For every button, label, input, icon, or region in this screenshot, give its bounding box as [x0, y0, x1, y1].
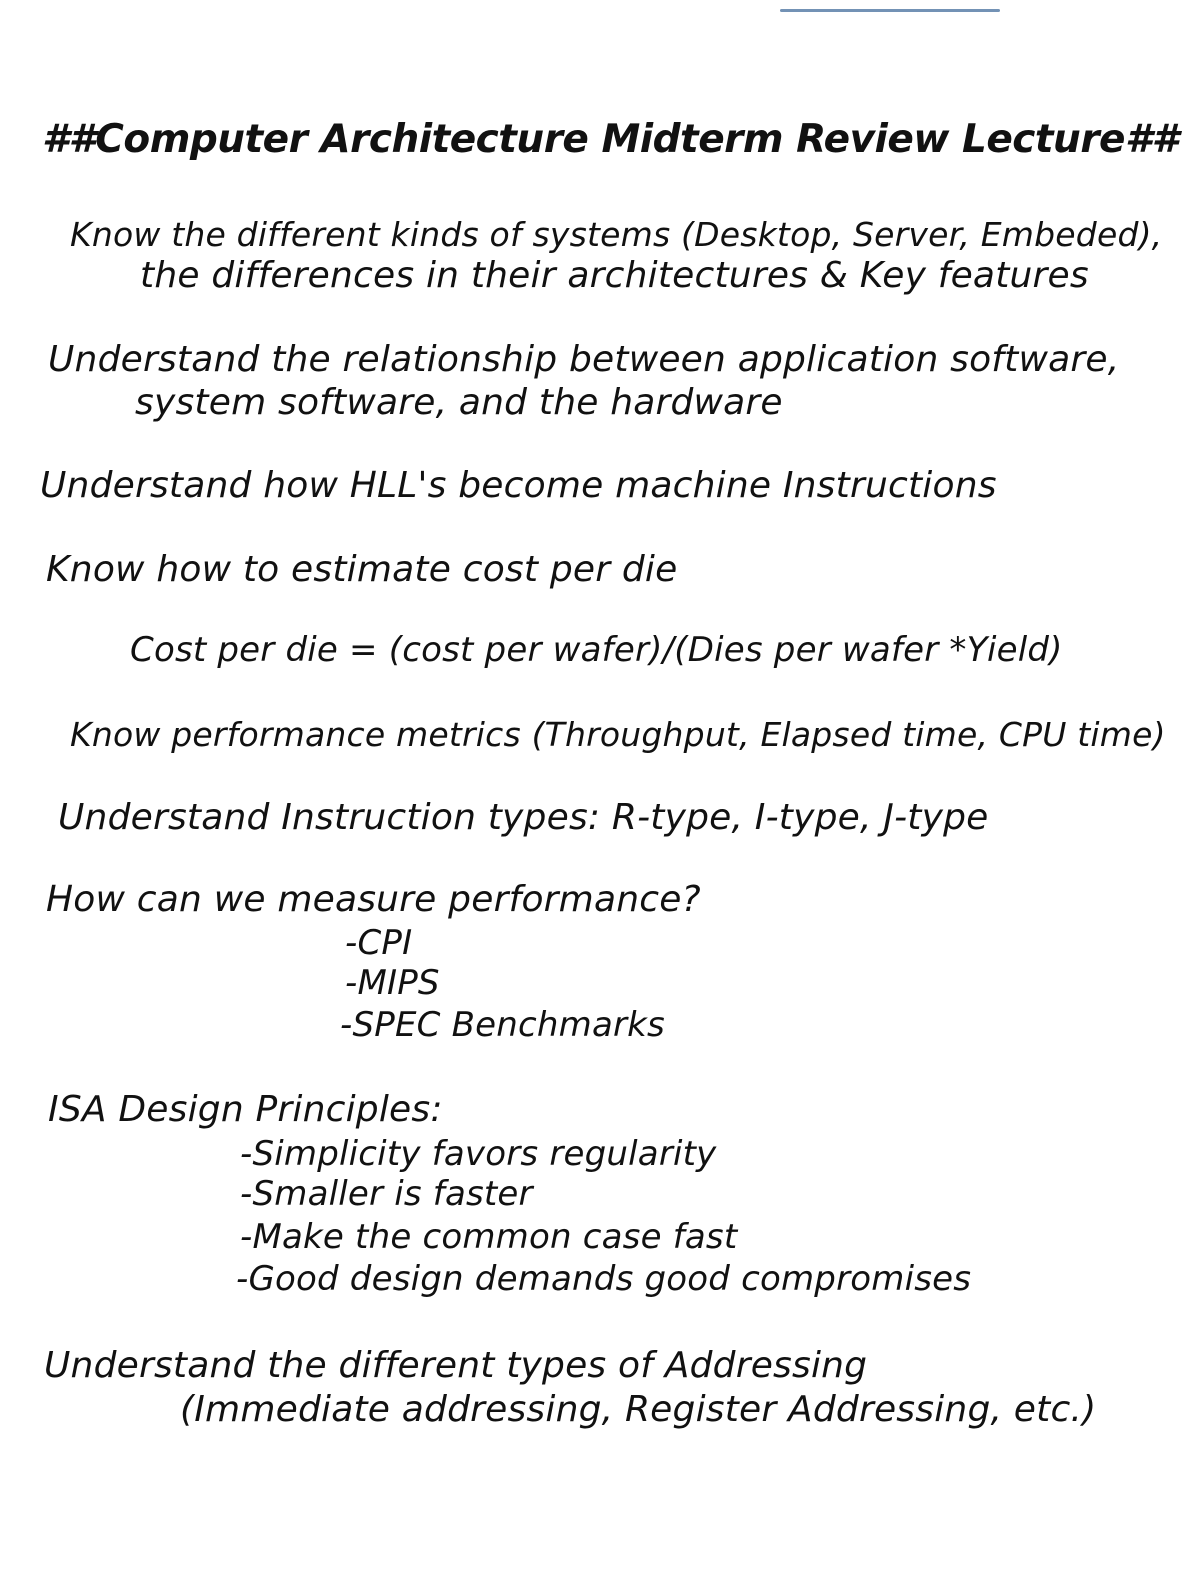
list-item: -SPEC Benchmarks: [340, 1005, 665, 1045]
note-measure-performance-line: How can we measure performance?: [46, 879, 701, 920]
list-item: -CPI: [345, 923, 413, 963]
note-addressing-line-2: (Immediate addressing, Register Addressing, etc.): [180, 1389, 1097, 1430]
note-addressing-line-1: Understand the different types of Addressing: [44, 1345, 868, 1386]
cost-per-die-formula: Cost per die = (cost per wafer)/(Dies per wafer *Yield): [130, 630, 1063, 670]
note-isa-principles-line: ISA Design Principles:: [48, 1089, 443, 1130]
list-item: -Smaller is faster: [240, 1174, 533, 1214]
note-systems-line-1: Know the different kinds of systems (Desktop, Server, Embeded),: [70, 215, 1163, 254]
list-item: -MIPS: [345, 963, 440, 1003]
note-relationship-line-1: Understand the relationship between application software,: [48, 339, 1120, 380]
note-hll-line: Understand how HLL's become machine Instructions: [40, 465, 997, 506]
page-title: ##Computer Architecture Midterm Review Lecture##: [42, 117, 1179, 162]
note-metrics-line: Know performance metrics (Throughput, Elapsed time, CPU time): [70, 715, 1166, 754]
list-item: -Simplicity favors regularity: [240, 1134, 717, 1174]
note-cost-line: Know how to estimate cost per die: [46, 549, 678, 590]
note-systems-line-2: the differences in their architectures & Key features: [140, 255, 1089, 296]
list-item: -Make the common case fast: [240, 1217, 738, 1257]
top-edge-line: [780, 9, 1000, 12]
list-item: -Good design demands good compromises: [236, 1259, 972, 1299]
note-instruction-types-line: Understand Instruction types: R-type, I-type, J-type: [58, 797, 989, 838]
note-relationship-line-2: system software, and the hardware: [135, 382, 783, 423]
